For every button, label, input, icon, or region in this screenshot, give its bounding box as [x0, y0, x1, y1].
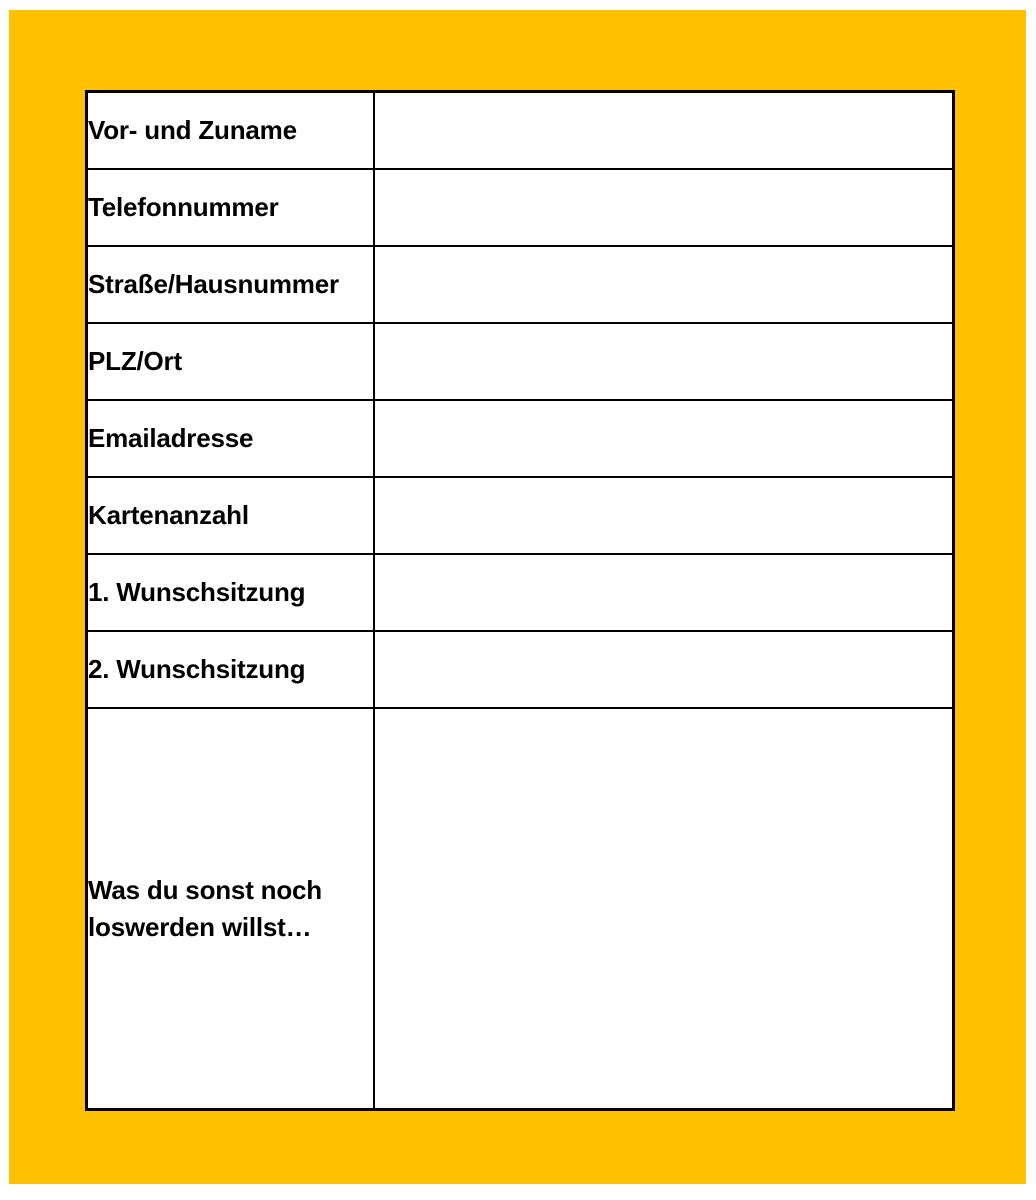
label-sonstiges: Was du sonst noch loswerden willst… [87, 708, 375, 1110]
form-row-email [87, 400, 954, 477]
input-cell-telefonnummer[interactable] [374, 169, 954, 246]
label-vor-und-zuname: Vor- und Zuname [87, 92, 375, 169]
input-cell-emailadresse[interactable] [374, 400, 954, 477]
contact-form-table [85, 90, 955, 1111]
form-row-first-choice [87, 554, 954, 631]
form-row-city [87, 323, 954, 400]
label-emailadresse: Emailadresse [87, 400, 375, 477]
label-plz-ort: PLZ/Ort [87, 323, 375, 400]
label-wunschsitzung-2: 2. Wunschsitzung [87, 631, 375, 708]
label-wunschsitzung-1: 1. Wunschsitzung [87, 554, 375, 631]
input-cell-strasse-hausnummer[interactable] [374, 246, 954, 323]
label-telefonnummer: Telefonnummer [87, 169, 375, 246]
form-row-phone [87, 169, 954, 246]
input-cell-sonstiges[interactable] [374, 708, 954, 1110]
form-row-ticket-count [87, 477, 954, 554]
form-row-name [87, 92, 954, 169]
input-cell-wunschsitzung-2[interactable] [374, 631, 954, 708]
input-cell-plz-ort[interactable] [374, 323, 954, 400]
input-cell-kartenanzahl[interactable] [374, 477, 954, 554]
label-kartenanzahl: Kartenanzahl [87, 477, 375, 554]
form-row-comments [87, 708, 954, 1110]
label-strasse-hausnummer: Straße/Hausnummer [87, 246, 375, 323]
input-cell-wunschsitzung-1[interactable] [374, 554, 954, 631]
form-row-street [87, 246, 954, 323]
form-row-second-choice [87, 631, 954, 708]
input-cell-vor-und-zuname[interactable] [374, 92, 954, 169]
